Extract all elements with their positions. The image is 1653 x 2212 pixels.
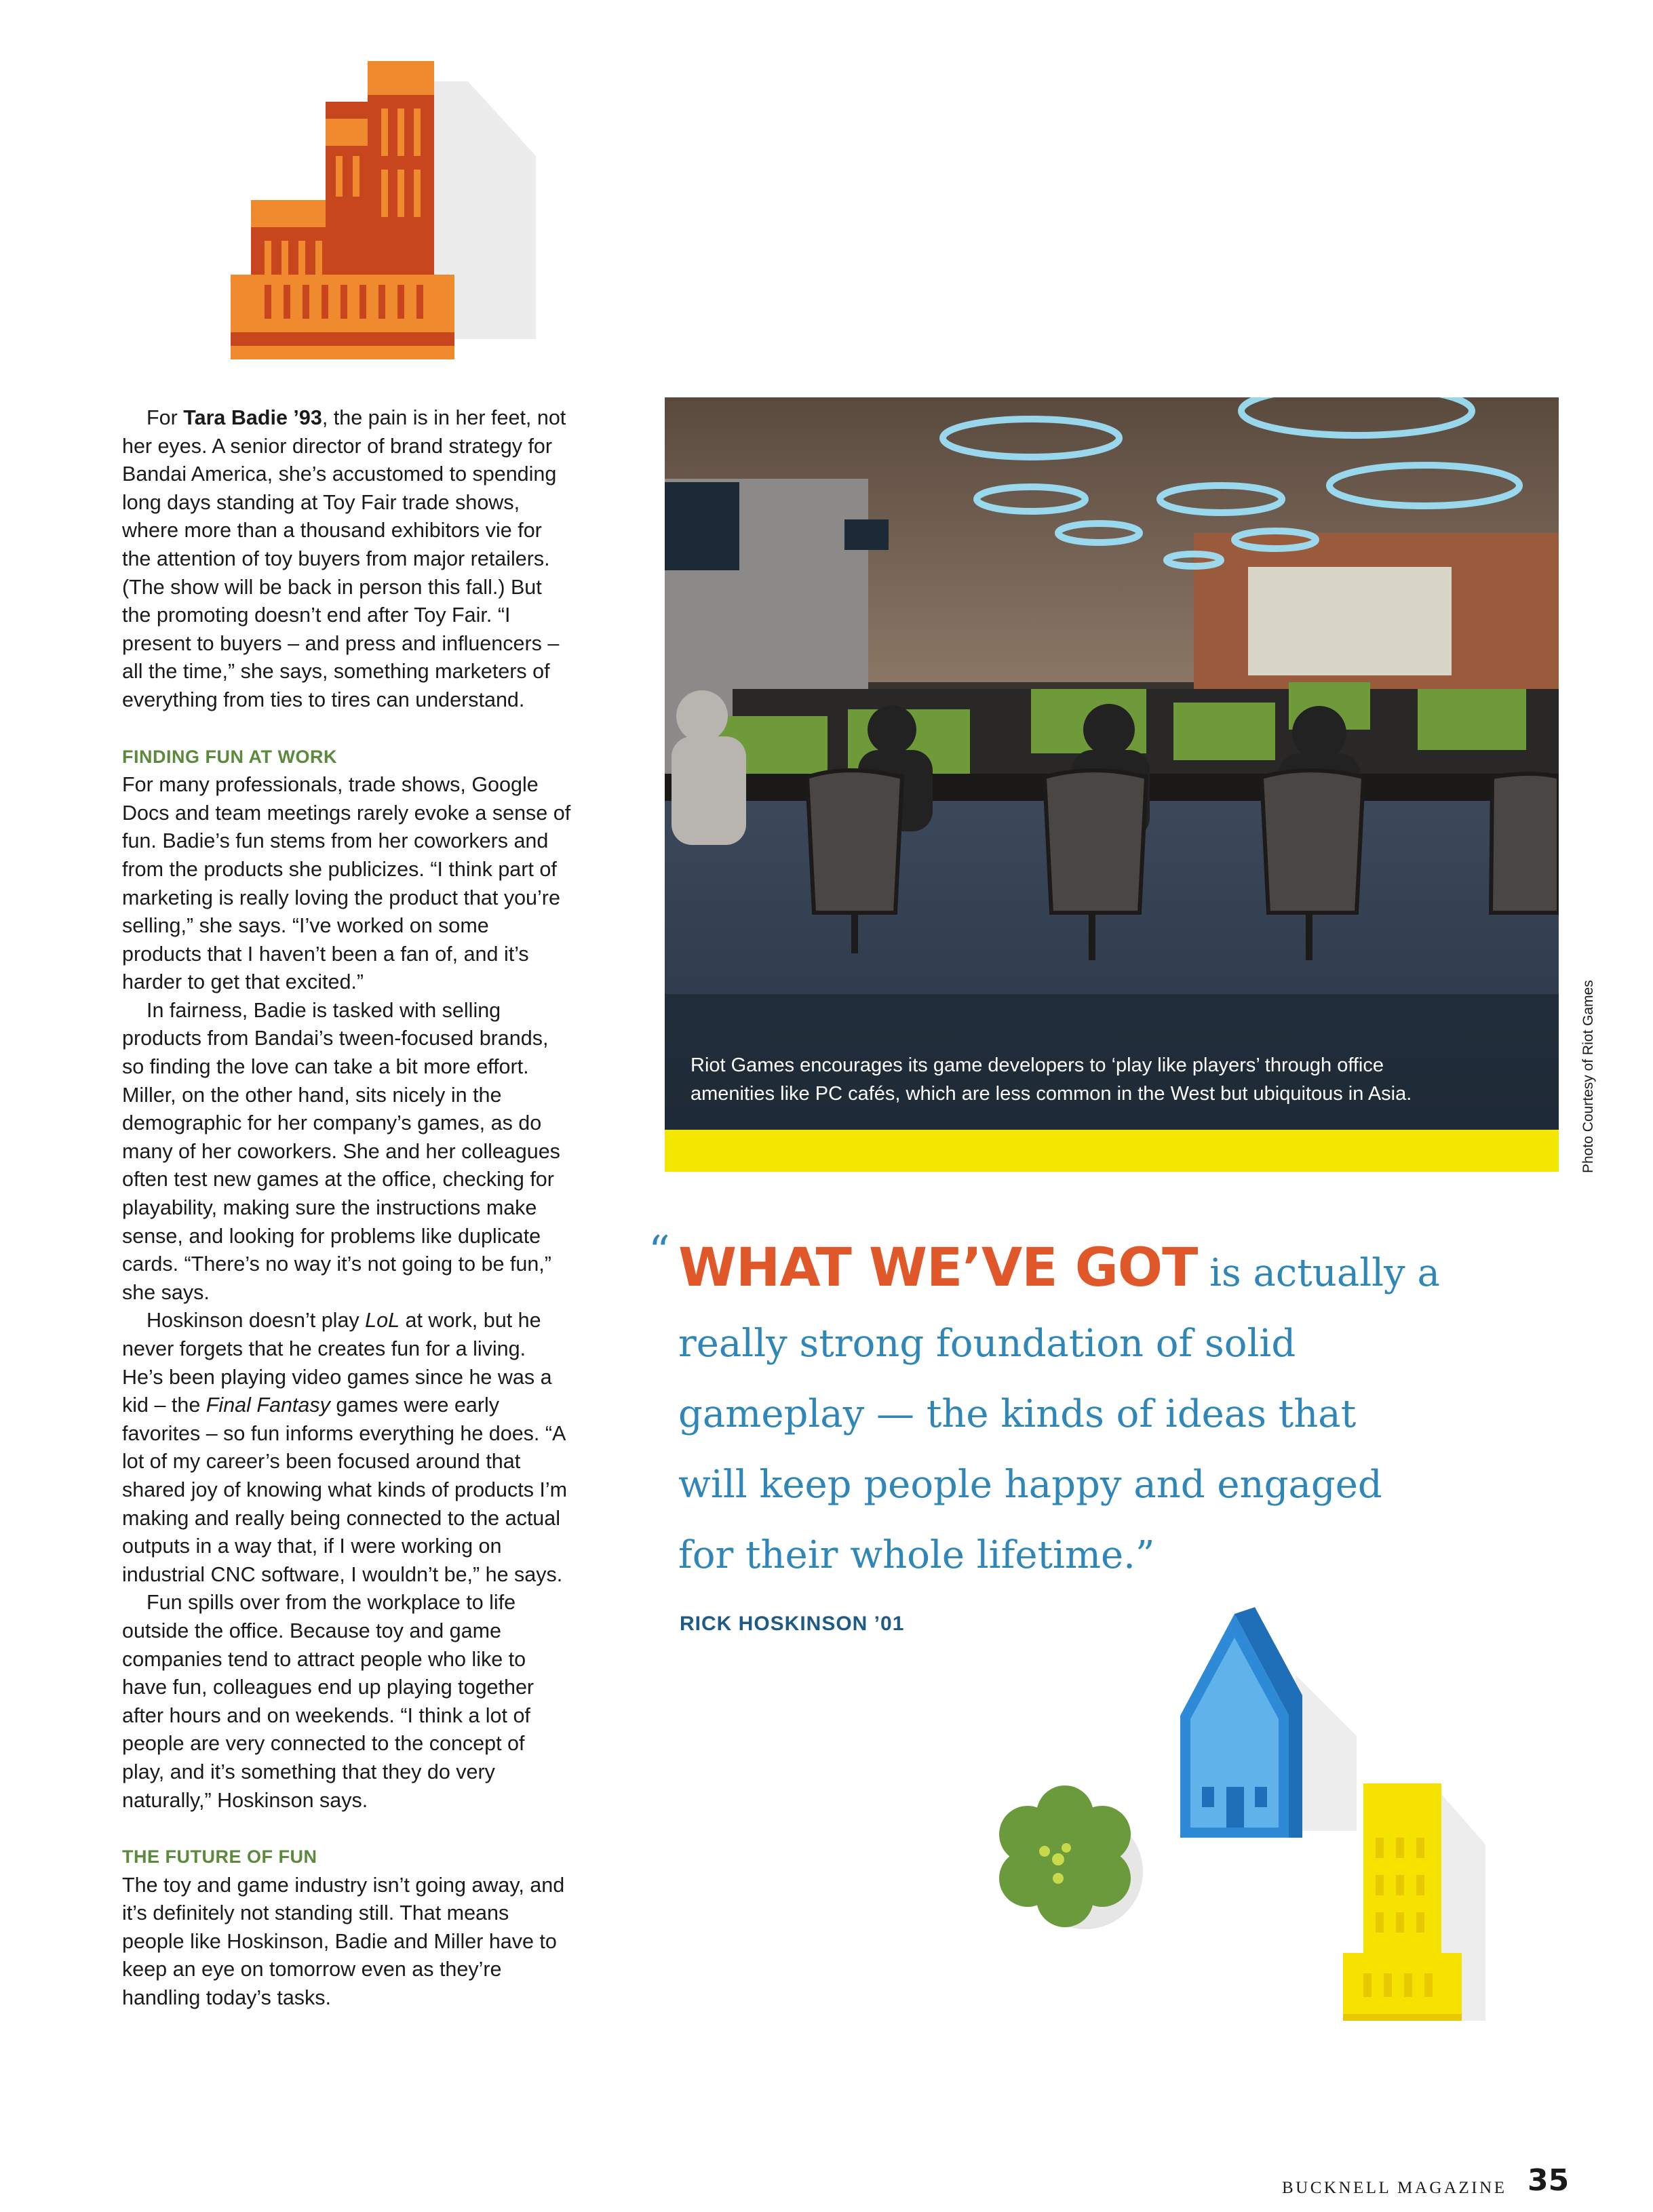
- photo-credit: Photo Courtesy of Riot Games: [1580, 980, 1596, 1173]
- article-body: [122, 404, 571, 2013]
- orange-building-icon: [224, 54, 543, 373]
- paragraph: For many professionals, trade shows, Google Docs and team meetings rarely evoke a sense of fun. Badie’s fun stems from her coworkers and from the products she publicizes. “I think part of marketing is really loving the product that you’re selling,” she says. “I’ve worked on some products that I haven’t been a fan of, and it’s harder to get that excited.”: [122, 773, 571, 994]
- quote-attribution: RICK HOSKINSON ’01: [680, 1613, 905, 1635]
- paragraph: The toy and game industry isn’t going away, and it’s definitely not standing still. That means people like Hoskinson, Badie and Miller have to keep an eye on tomorrow even as they’re handling today’s tasks.: [122, 1873, 565, 2010]
- paragraph: In fairness, Badie is tasked with selling products from Bandai’s tween-focused brands, so finding the love can take a bit more effort. Miller, on the other hand, sits nicely in the demographic for her company’s games, as do many of her coworkers. She and her colleagues often test new games at the office, checking for playability, making sure the instructions make sense, and looking for problems like duplicate cards. “There’s no way it’s not going to be fun,” she says.: [122, 998, 560, 1304]
- office-photo: [665, 397, 1559, 1130]
- section-heading-finding-fun: FINDING FUN AT WORK: [122, 746, 337, 767]
- paragraph: Hoskinson doesn’t play LoL at work, but he never forgets that he creates fun for a living. He’s been playing video games since he was a kid – the Final Fantasy games were early favorites – so fun informs everything he does. “A lot of my career’s been focused around that shared joy of knowing what kinds of products I’m making and really being connected to the actual outputs in a way that, if I were working on industrial CNC software, I wouldn’t be,” he says.: [122, 1309, 568, 1586]
- page-number: 35: [1528, 2163, 1570, 2198]
- photo-caption: Riot Games encourages its game developers to ‘play like players’ through office amenities like PC cafés, which are less common in the West but ubiquitous in Asia.: [691, 1054, 1412, 1105]
- person-name: Tara Badie ’93: [183, 406, 322, 429]
- magazine-name: BUCKNELL MAGAZINE: [1282, 2179, 1507, 2197]
- green-tree-icon: [990, 1777, 1153, 1939]
- pc-cafe-scene: [665, 397, 1559, 1130]
- quote-highlight: WHAT WE’VE GOT: [678, 1238, 1198, 1299]
- open-quote-mark: “: [648, 1226, 670, 1276]
- paragraph-intro: For Tara Badie ’93, the pain is in her feet, not her eyes. A senior director of brand strategy for Bandai America, she’s accustomed to spending long days standing at Toy Fair trade shows, where more than a thousand exhibitors vie for the attention of toy buyers from major retailers. (The show will be back in person this fall.) But the promoting doesn’t end after Toy Fair. “I present to buyers – and press and influencers – all the time,” she says, something marketers of everything from ties to tires can understand.: [122, 406, 566, 711]
- paragraph: Fun spills over from the workplace to life outside the office. Because toy and game companies tend to attract people who like to have fun, colleagues end up playing together after hours and on weekends. “I think a lot of people are very connected to the concept of play, and it’s something that they do very naturally,” Hoskinson says.: [122, 1591, 534, 1812]
- section-heading-future-of-fun: THE FUTURE OF FUN: [122, 1846, 317, 1868]
- pull-quote: WHAT WE’VE GOT is actually a really strong foundation of solid gameplay — the kinds of ideas that will keep people happy and engaged for their whole lifetime.”: [678, 1238, 1440, 1577]
- caption-accent-bar: [665, 1130, 1559, 1172]
- yellow-tower-icon: [1336, 1777, 1499, 2034]
